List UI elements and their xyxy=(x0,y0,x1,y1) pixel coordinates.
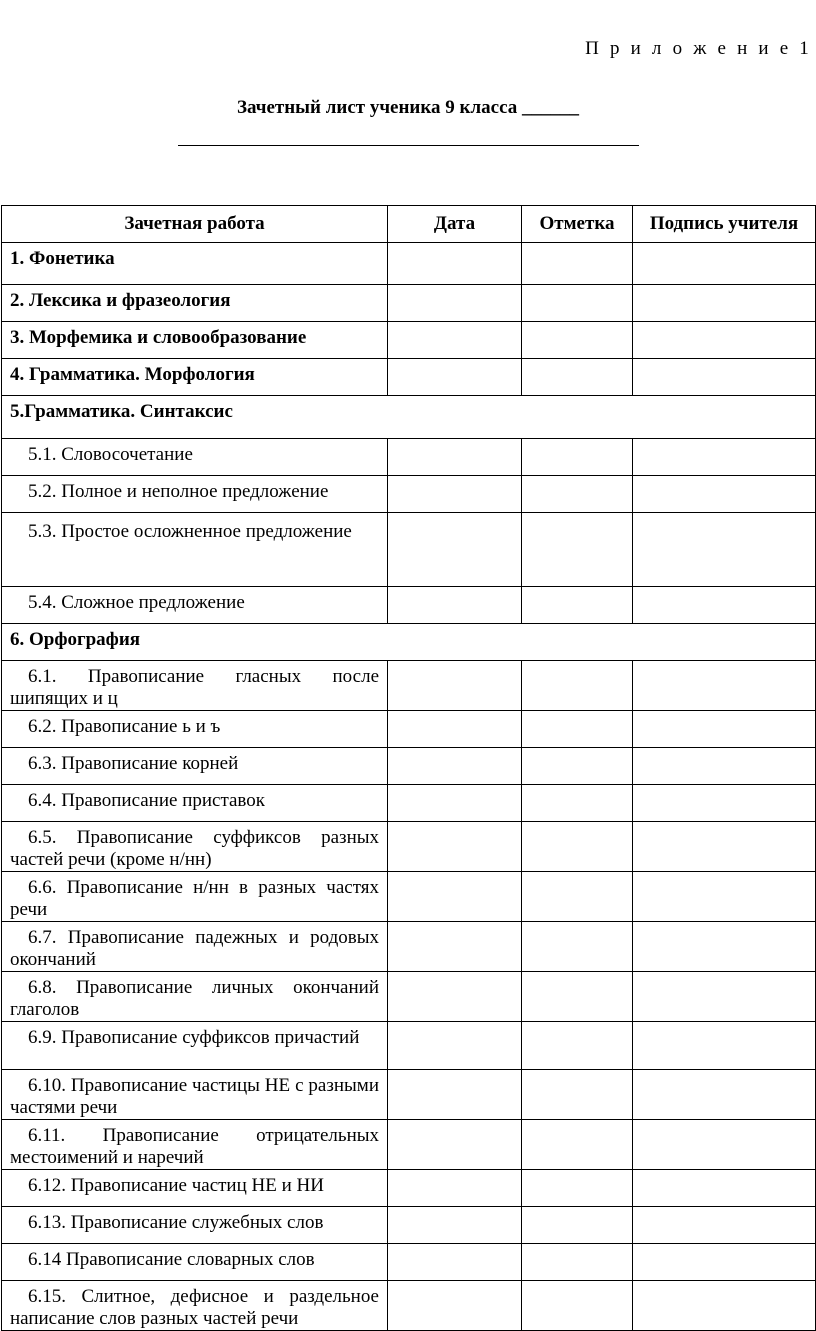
date-cell[interactable] xyxy=(388,1170,522,1207)
table-row xyxy=(2,1022,816,1070)
row-label: 2. Лексика и фразеология xyxy=(2,285,388,322)
grade-cell[interactable] xyxy=(522,1070,633,1120)
date-cell[interactable] xyxy=(388,785,522,822)
row-label: 6.14 Правописание словарных слов xyxy=(2,1244,388,1281)
column-header-date: Дата xyxy=(388,206,522,243)
table-row xyxy=(2,243,816,285)
row-label: 6.2. Правописание ь и ъ xyxy=(2,711,388,748)
section-label: 6. Орфография xyxy=(2,624,816,661)
row-label: 6.5. Правописание суффиксов разных частей речи (кроме н/нн) xyxy=(2,822,388,872)
row-label: 6.12. Правописание частиц НЕ и НИ xyxy=(2,1170,388,1207)
signature-cell[interactable] xyxy=(633,1022,816,1070)
grade-cell[interactable] xyxy=(522,243,633,285)
date-cell[interactable] xyxy=(388,922,522,972)
table-row xyxy=(2,922,816,972)
date-cell[interactable] xyxy=(388,1281,522,1331)
column-header-signature: Подпись учителя xyxy=(633,206,816,243)
table-row xyxy=(2,476,816,513)
table-row xyxy=(2,1170,816,1207)
row-label: 6.13. Правописание служебных слов xyxy=(2,1207,388,1244)
date-cell[interactable] xyxy=(388,587,522,624)
table-row xyxy=(2,785,816,822)
row-label: 6.11. Правописание отрицательных местоимений и наречий xyxy=(2,1120,388,1170)
row-label: 6.3. Правописание корней xyxy=(2,748,388,785)
grade-cell[interactable] xyxy=(522,785,633,822)
section-row xyxy=(2,624,816,661)
date-cell[interactable] xyxy=(388,322,522,359)
name-blank-line xyxy=(178,145,639,146)
row-label: 5.1. Словосочетание xyxy=(2,439,388,476)
row-label: 6.8. Правописание личных окончаний глаголов xyxy=(2,972,388,1022)
signature-cell[interactable] xyxy=(633,1207,816,1244)
row-label: 6.1. Правописание гласных после шипящих и ц xyxy=(2,661,388,711)
date-cell[interactable] xyxy=(388,359,522,396)
table-row xyxy=(2,872,816,922)
signature-cell[interactable] xyxy=(633,359,816,396)
date-cell[interactable] xyxy=(388,972,522,1022)
row-label: 6.9. Правописание суффиксов причастий xyxy=(2,1022,388,1070)
date-cell[interactable] xyxy=(388,243,522,285)
table-row xyxy=(2,1281,816,1331)
signature-cell[interactable] xyxy=(633,322,816,359)
row-label: 5.4. Сложное предложение xyxy=(2,587,388,624)
grade-cell[interactable] xyxy=(522,822,633,872)
row-label: 3. Морфемика и словообразование xyxy=(2,322,388,359)
row-label: 5.3. Простое осложненное предложение xyxy=(2,513,388,587)
grade-cell[interactable] xyxy=(522,359,633,396)
grade-cell[interactable] xyxy=(522,748,633,785)
signature-cell[interactable] xyxy=(633,872,816,922)
grade-cell[interactable] xyxy=(522,972,633,1022)
date-cell[interactable] xyxy=(388,711,522,748)
document-title: Зачетный лист ученика 9 класса ______ xyxy=(236,97,579,118)
signature-cell[interactable] xyxy=(633,1120,816,1170)
date-cell[interactable] xyxy=(388,285,522,322)
table-header-row xyxy=(2,206,816,243)
table-row xyxy=(2,439,816,476)
date-cell[interactable] xyxy=(388,1244,522,1281)
grade-cell[interactable] xyxy=(522,476,633,513)
grade-cell[interactable] xyxy=(522,285,633,322)
row-label: 6.15. Слитное, дефисное и раздельное написание слов разных частей речи xyxy=(2,1281,388,1331)
signature-cell[interactable] xyxy=(633,513,816,587)
grade-cell[interactable] xyxy=(522,322,633,359)
date-cell[interactable] xyxy=(388,872,522,922)
table-row xyxy=(2,1120,816,1170)
signature-cell[interactable] xyxy=(633,748,816,785)
signature-cell[interactable] xyxy=(633,1070,816,1120)
signature-cell[interactable] xyxy=(633,922,816,972)
date-cell[interactable] xyxy=(388,661,522,711)
row-label: 5.2. Полное и неполное предложение xyxy=(2,476,388,513)
date-cell[interactable] xyxy=(388,439,522,476)
signature-cell[interactable] xyxy=(633,587,816,624)
row-label: 6.7. Правописание падежных и родовых окончаний xyxy=(2,922,388,972)
table-row xyxy=(2,1244,816,1281)
row-label: 4. Грамматика. Морфология xyxy=(2,359,388,396)
table-row xyxy=(2,587,816,624)
signature-cell[interactable] xyxy=(633,1244,816,1281)
column-header-work: Зачетная работа xyxy=(2,206,388,243)
signature-cell[interactable] xyxy=(633,439,816,476)
grade-cell[interactable] xyxy=(522,922,633,972)
row-label: 6.4. Правописание приставок xyxy=(2,785,388,822)
signature-cell[interactable] xyxy=(633,285,816,322)
signature-cell[interactable] xyxy=(633,243,816,285)
date-cell[interactable] xyxy=(388,748,522,785)
table-row xyxy=(2,822,816,872)
signature-cell[interactable] xyxy=(633,1170,816,1207)
row-label: 1. Фонетика xyxy=(2,243,388,285)
table-row xyxy=(2,1207,816,1244)
grade-cell[interactable] xyxy=(522,1022,633,1070)
row-label: 6.10. Правописание частицы НЕ с разными частями речи xyxy=(2,1070,388,1120)
date-cell[interactable] xyxy=(388,822,522,872)
grade-cell[interactable] xyxy=(522,661,633,711)
date-cell[interactable] xyxy=(388,1120,522,1170)
grade-cell[interactable] xyxy=(522,513,633,587)
grade-cell[interactable] xyxy=(522,587,633,624)
grade-cell[interactable] xyxy=(522,711,633,748)
date-cell[interactable] xyxy=(388,1070,522,1120)
table-row xyxy=(2,748,816,785)
grade-cell[interactable] xyxy=(522,1244,633,1281)
date-cell[interactable] xyxy=(388,513,522,587)
grade-cell[interactable] xyxy=(522,439,633,476)
table-row xyxy=(2,285,816,322)
table-row xyxy=(2,711,816,748)
table-row xyxy=(2,661,816,711)
signature-cell[interactable] xyxy=(633,972,816,1022)
grade-cell[interactable] xyxy=(522,1281,633,1331)
date-cell[interactable] xyxy=(388,1022,522,1070)
date-cell[interactable] xyxy=(388,1207,522,1244)
signature-cell[interactable] xyxy=(633,711,816,748)
section-label: 5.Грамматика. Синтаксис xyxy=(2,396,816,439)
grade-cell[interactable] xyxy=(522,1207,633,1244)
table-row xyxy=(2,322,816,359)
grade-cell[interactable] xyxy=(522,1120,633,1170)
table-row xyxy=(2,513,816,587)
appendix-label: П р и л о ж е н и е 1 xyxy=(585,38,812,59)
column-header-grade: Отметка xyxy=(522,206,633,243)
signature-cell[interactable] xyxy=(633,785,816,822)
signature-cell[interactable] xyxy=(633,822,816,872)
table-row xyxy=(2,1070,816,1120)
grade-cell[interactable] xyxy=(522,872,633,922)
row-label: 6.6. Правописание н/нн в разных частях речи xyxy=(2,872,388,922)
signature-cell[interactable] xyxy=(633,661,816,711)
section-row xyxy=(2,396,816,439)
signature-cell[interactable] xyxy=(633,1281,816,1331)
table-row xyxy=(2,359,816,396)
credit-sheet-table xyxy=(1,205,816,1331)
table-row xyxy=(2,972,816,1022)
date-cell[interactable] xyxy=(388,476,522,513)
signature-cell[interactable] xyxy=(633,476,816,513)
grade-cell[interactable] xyxy=(522,1170,633,1207)
